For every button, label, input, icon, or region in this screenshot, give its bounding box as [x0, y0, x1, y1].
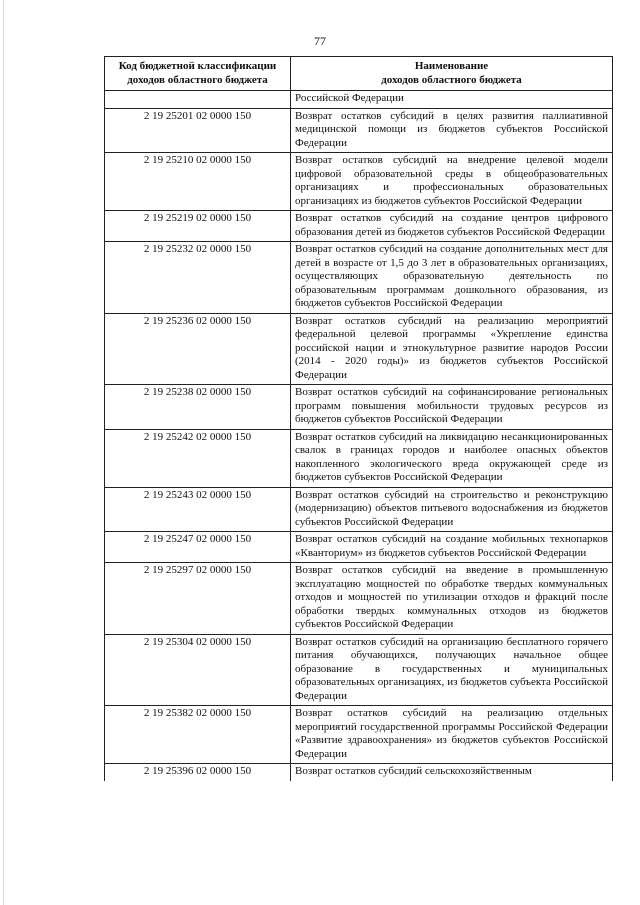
row-name: Возврат остатков субсидий на организацию бесплатного горячего питания обучающихся, получающих начальное общее образование в государственных и муниципальных образовательных организациях, из бюджетов субъекта Российской Федерации	[291, 634, 613, 706]
row-code: 2 19 25243 02 0000 150	[105, 487, 291, 532]
page-number: 77	[314, 34, 326, 48]
row-name: Возврат остатков субсидий на реализацию мероприятий федеральной целевой программы «Укрепление единства российской нации и этнокультурное развитие народов России (2014 - 2020 годы)» из бюджетов субъектов Российской Федерации	[291, 313, 613, 385]
continuation-code-cell	[105, 91, 291, 109]
row-name: Возврат остатков субсидий на строительство и реконструкцию (модернизацию) объектов питьевого водоснабжения из бюджетов субъектов Российской Федерации	[291, 487, 613, 532]
row-code: 2 19 25382 02 0000 150	[105, 706, 291, 764]
row-name: Возврат остатков субсидий на создание дополнительных мест для детей в возрасте от 1,5 до 3 лет в образовательных организациях, осуществляющих образовательную деятельность по образовательным программам дошкольного образования, из бюджетов субъектов Российской Федерации	[291, 242, 613, 314]
row-code: 2 19 25232 02 0000 150	[105, 242, 291, 314]
header-name-line-1: Наименование	[414, 60, 489, 72]
row-code: 2 19 25304 02 0000 150	[105, 634, 291, 706]
table-row	[105, 634, 613, 706]
table-row	[105, 385, 613, 430]
scan-edge-line	[3, 0, 4, 905]
row-code: 2 19 25297 02 0000 150	[105, 563, 291, 635]
row-code: 2 19 25219 02 0000 150	[105, 211, 291, 242]
row-code: 2 19 25242 02 0000 150	[105, 429, 291, 487]
row-name: Возврат остатков субсидий на софинансирование региональных программ повышения мобильности трудовых ресурсов из бюджетов субъектов Российской Федерации	[291, 385, 613, 430]
row-code: 2 19 25238 02 0000 150	[105, 385, 291, 430]
table-header-row	[105, 57, 613, 91]
table-row	[105, 242, 613, 314]
table-row	[105, 429, 613, 487]
header-code-column	[105, 57, 291, 91]
row-name: Возврат остатков субсидий на реализацию отдельных мероприятий государственной программы Российской Федерации «Развитие здравоохранения» из бюджетов субъектов Российской Федерации	[291, 706, 613, 764]
continuation-name-cell: Российской Федерации	[291, 91, 613, 109]
row-name: Возврат остатков субсидий на создание центров цифрового образования детей из бюджетов субъектов Российской Федерации	[291, 211, 613, 242]
header-code-line-2: доходов областного бюджета	[127, 73, 268, 86]
row-code: 2 19 25210 02 0000 150	[105, 153, 291, 211]
table-row	[105, 563, 613, 635]
row-name: Возврат остатков субсидий сельскохозяйственным	[291, 764, 613, 782]
header-code-line-1: Код бюджетной классификации	[118, 60, 277, 72]
row-name: Возврат остатков субсидий в целях развития паллиативной медицинской помощи из бюджетов субъектов Российской Федерации	[291, 108, 613, 153]
table-row	[105, 211, 613, 242]
table-row	[105, 532, 613, 563]
budget-classification-table	[104, 56, 613, 781]
row-code: 2 19 25236 02 0000 150	[105, 313, 291, 385]
row-code: 2 19 25201 02 0000 150	[105, 108, 291, 153]
continuation-row	[105, 91, 613, 109]
row-code: 2 19 25396 02 0000 150	[105, 764, 291, 782]
row-name: Возврат остатков субсидий на ликвидацию несанкционированных свалок в границах городов и наиболее опасных объектов накопленного экологического вреда окружающей среде из бюджетов субъектов Российской Федерации	[291, 429, 613, 487]
table-row	[105, 153, 613, 211]
table-row	[105, 706, 613, 764]
row-name: Возврат остатков субсидий на внедрение целевой модели цифровой образовательной среды в общеобразовательных организациях и профессиональных образовательных организациях из бюджетов субъектов Российской Федерации	[291, 153, 613, 211]
row-code: 2 19 25247 02 0000 150	[105, 532, 291, 563]
table-row	[105, 764, 613, 782]
table-row	[105, 108, 613, 153]
row-name: Возврат остатков субсидий на создание мобильных технопарков «Кванториум» из бюджетов субъектов Российской Федерации	[291, 532, 613, 563]
row-name: Возврат остатков субсидий на введение в промышленную эксплуатацию мощностей по обработке твердых коммунальных отходов и мощностей по утилизации отходов и фракций после обработки твердых коммунальных отходов из бюджетов субъектов Российской Федерации	[291, 563, 613, 635]
header-name-column	[291, 57, 613, 91]
table-row	[105, 487, 613, 532]
header-name-line-2: доходов областного бюджета	[381, 73, 522, 86]
table-row	[105, 313, 613, 385]
